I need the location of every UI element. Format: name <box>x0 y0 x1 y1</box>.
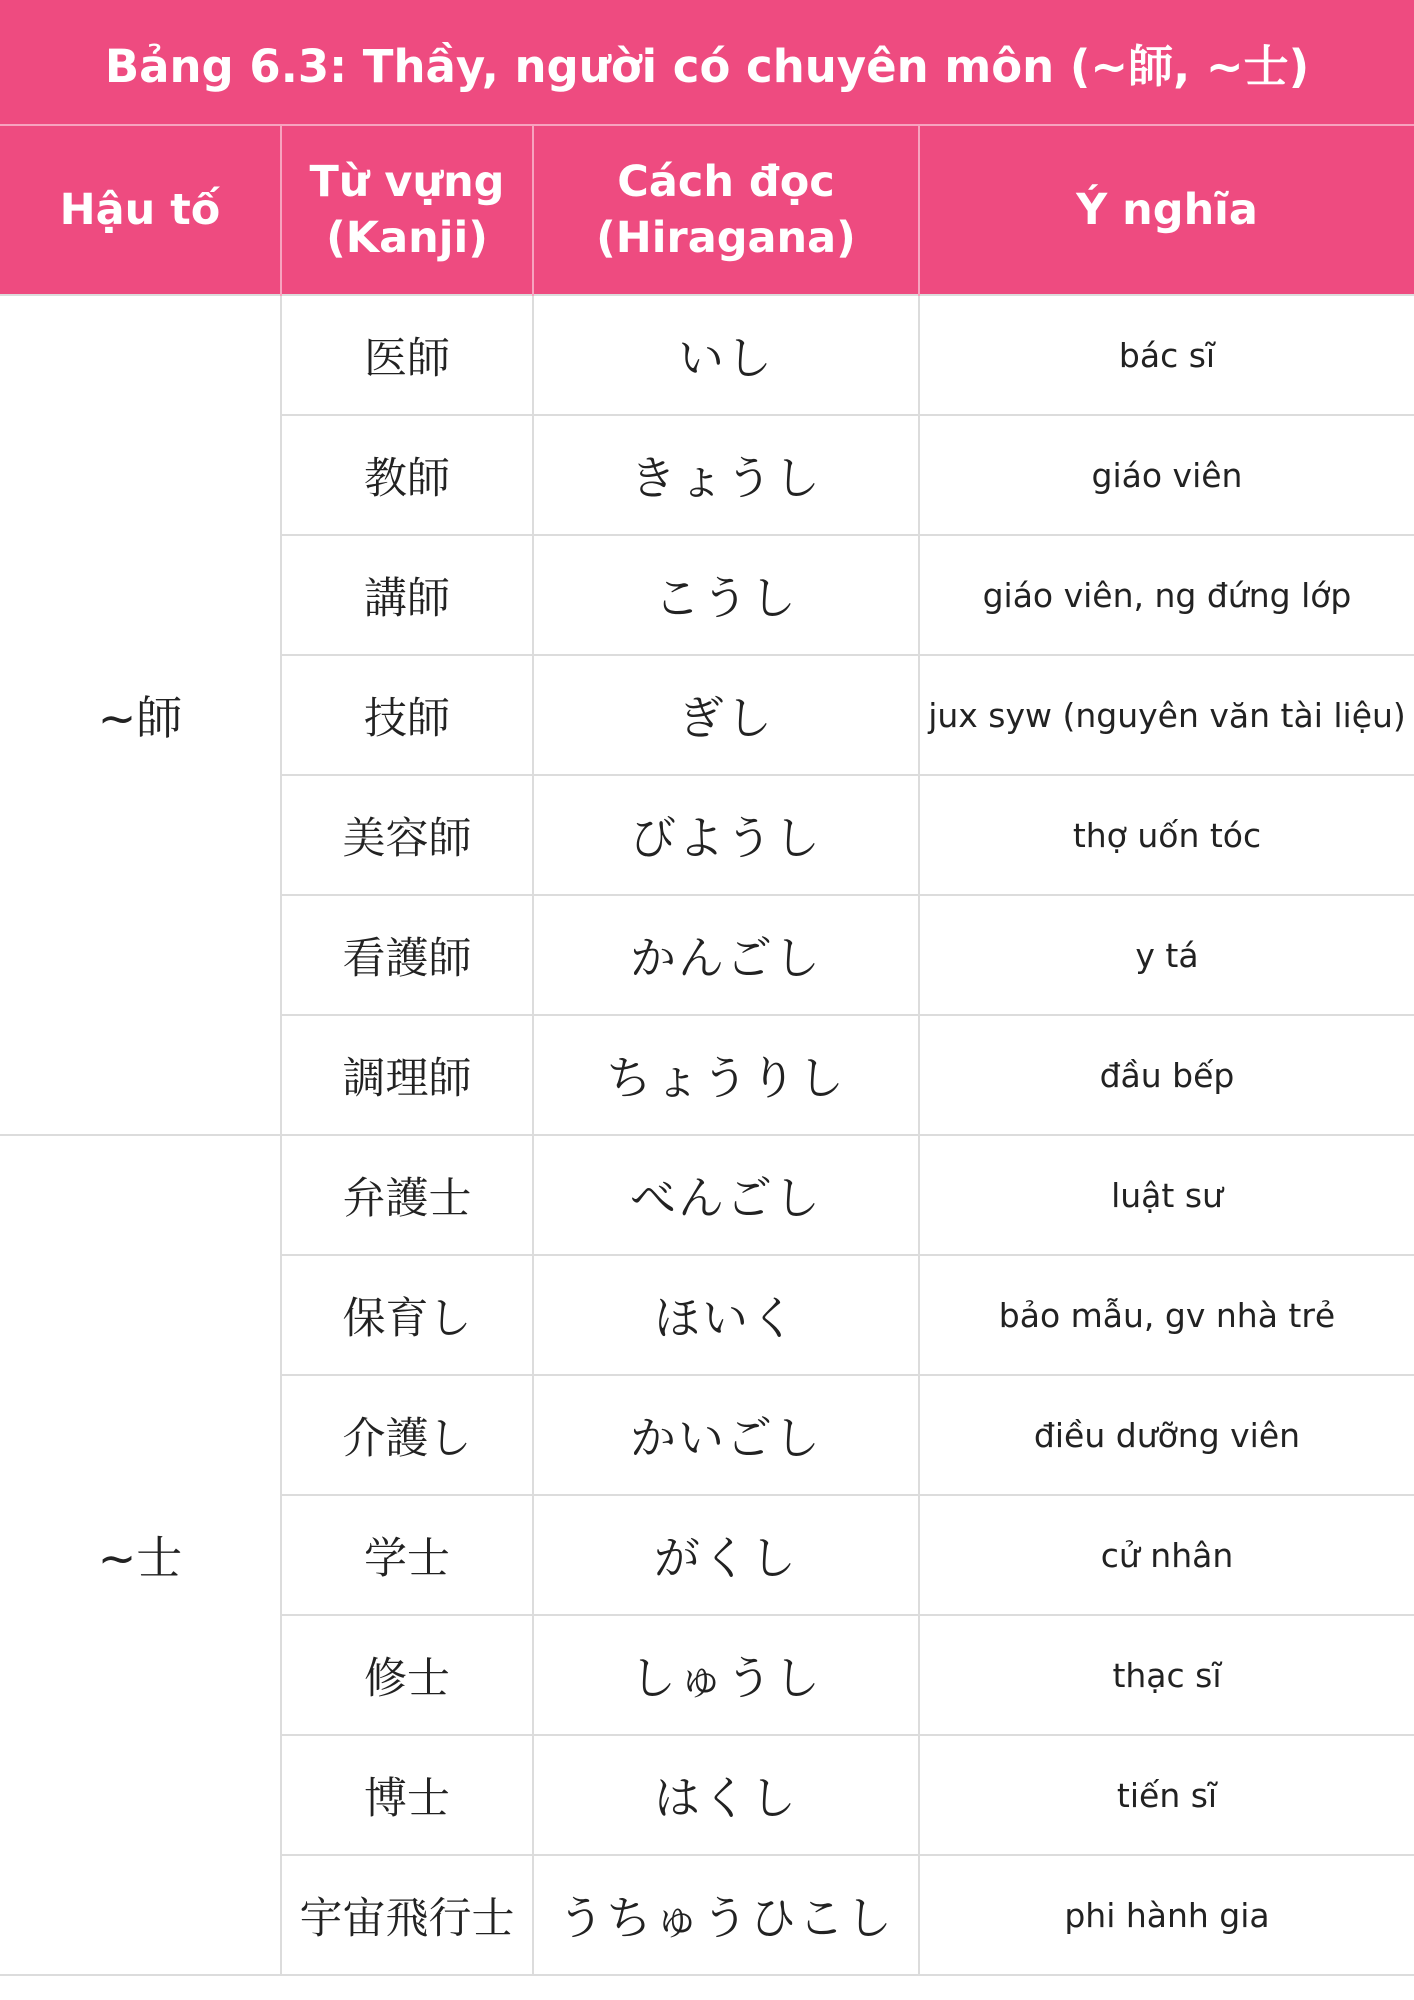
header-meaning: Ý nghĩa <box>919 126 1414 295</box>
suffix-cell: ~師 <box>0 295 281 1135</box>
table-row <box>0 1135 1414 1255</box>
meaning-cell: giáo viên <box>919 415 1414 535</box>
kanji-cell: 技師 <box>281 655 533 775</box>
header-row <box>0 126 1414 295</box>
reading-cell: いし <box>533 295 919 415</box>
meaning-cell: tiến sĩ <box>919 1735 1414 1855</box>
table-title: Bảng 6.3: Thầy, người có chuyên môn (~師, ~士) <box>0 0 1414 126</box>
reading-cell: かんごし <box>533 895 919 1015</box>
kanji-cell: 学士 <box>281 1495 533 1615</box>
header-reading-line2: (Hiragana) <box>596 213 856 263</box>
kanji-cell: 保育し <box>281 1255 533 1375</box>
reading-cell: ほいく <box>533 1255 919 1375</box>
kanji-cell: 調理師 <box>281 1015 533 1135</box>
meaning-cell: giáo viên, ng đứng lớp <box>919 535 1414 655</box>
header-kanji <box>281 126 533 295</box>
meaning-cell: cử nhân <box>919 1495 1414 1615</box>
reading-cell: ぎし <box>533 655 919 775</box>
kanji-cell: 講師 <box>281 535 533 655</box>
kanji-cell: 医師 <box>281 295 533 415</box>
kanji-cell: 教師 <box>281 415 533 535</box>
kanji-cell: 宇宙飛行士 <box>281 1855 533 1975</box>
meaning-cell: phi hành gia <box>919 1855 1414 1975</box>
reading-cell: がくし <box>533 1495 919 1615</box>
reading-cell: しゅうし <box>533 1615 919 1735</box>
kanji-cell: 修士 <box>281 1615 533 1735</box>
reading-cell: ちょうりし <box>533 1015 919 1135</box>
kanji-cell: 介護し <box>281 1375 533 1495</box>
meaning-cell: điều dưỡng viên <box>919 1375 1414 1495</box>
reading-cell: はくし <box>533 1735 919 1855</box>
meaning-cell: y tá <box>919 895 1414 1015</box>
reading-cell: うちゅうひこし <box>533 1855 919 1975</box>
meaning-cell: bảo mẫu, gv nhà trẻ <box>919 1255 1414 1375</box>
meaning-cell: đầu bếp <box>919 1015 1414 1135</box>
kanji-cell: 博士 <box>281 1735 533 1855</box>
table-row <box>0 295 1414 415</box>
reading-cell: かいごし <box>533 1375 919 1495</box>
reading-cell: きょうし <box>533 415 919 535</box>
meaning-cell: jux syw (nguyên văn tài liệu) <box>919 655 1414 775</box>
reading-cell: びようし <box>533 775 919 895</box>
meaning-cell: luật sư <box>919 1135 1414 1255</box>
kanji-cell: 看護師 <box>281 895 533 1015</box>
suffix-cell: ~士 <box>0 1135 281 1975</box>
kanji-cell: 弁護士 <box>281 1135 533 1255</box>
header-reading <box>533 126 919 295</box>
header-suffix: Hậu tố <box>0 126 281 295</box>
kanji-cell: 美容師 <box>281 775 533 895</box>
reading-cell: べんごし <box>533 1135 919 1255</box>
meaning-cell: thợ uốn tóc <box>919 775 1414 895</box>
reading-cell: こうし <box>533 535 919 655</box>
header-kanji-line1: Từ vựng <box>309 157 505 207</box>
header-reading-line1: Cách đọc <box>617 157 835 207</box>
vocabulary-table <box>0 126 1414 1976</box>
header-kanji-line2: (Kanji) <box>326 213 488 263</box>
meaning-cell: thạc sĩ <box>919 1615 1414 1735</box>
meaning-cell: bác sĩ <box>919 295 1414 415</box>
